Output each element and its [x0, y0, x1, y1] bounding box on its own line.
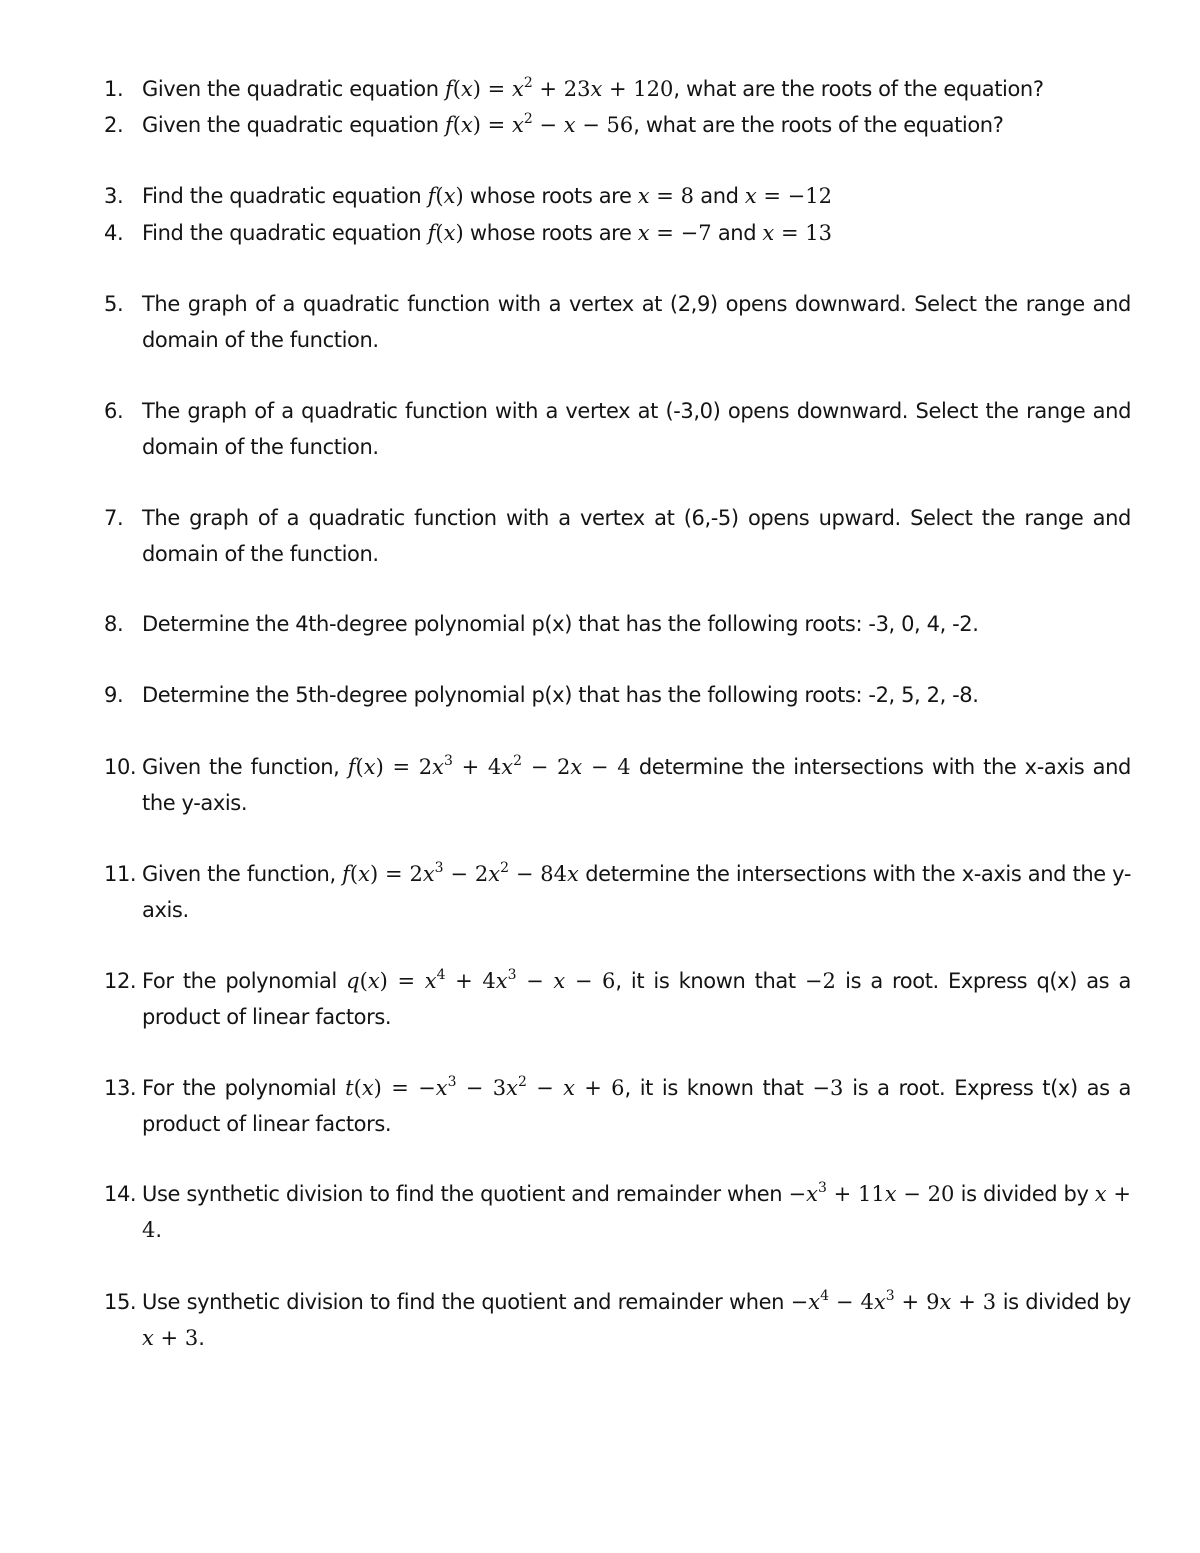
question-2 — [104, 107, 1131, 143]
question-text-segment: Find the quadratic equation — [142, 184, 428, 208]
question-6 — [104, 393, 1131, 465]
question-number: 1. — [104, 77, 124, 101]
question-text — [142, 1284, 1131, 1356]
question-text-segment: , it is known that — [615, 969, 805, 993]
question-text-segment: For the polynomial — [142, 1076, 346, 1100]
question-text-segment: Use synthetic division to find the quotient and remainder when — [142, 1182, 789, 1206]
question-number: 3. — [104, 184, 124, 208]
question-15 — [104, 1284, 1131, 1356]
math-expression: $-x^4 - 4x^3 + 9x + 3$ — [790, 1288, 997, 1314]
math-expression: −2 — [804, 969, 836, 993]
question-text-segment: and — [711, 221, 763, 245]
question-text — [142, 71, 1131, 107]
question-text — [142, 1070, 1131, 1142]
question-text-segment: , what are the roots of the equation? — [673, 77, 1044, 101]
question-text — [142, 963, 1131, 1035]
math-expression: $-x^3 + 11x - 20$ — [788, 1180, 955, 1206]
question-text-segment: . — [155, 1218, 162, 1242]
math-expression: $t(x) = -x^3 - 3x^2 - x + 6$ — [345, 1074, 625, 1100]
question-text-segment: is divided by — [996, 1290, 1131, 1314]
question-13 — [104, 1070, 1131, 1142]
math-expression: f(x) — [427, 221, 464, 245]
question-number: 12. — [104, 969, 137, 993]
question-text-segment: The graph of a quadratic function with a vertex at (2,9) opens downward. Select the range and domain of the function. — [142, 292, 1131, 352]
question-1 — [104, 71, 1131, 107]
question-text-segment: Find the quadratic equation — [142, 221, 428, 245]
math-expression: x = −12 — [744, 184, 832, 208]
question-text — [142, 677, 1131, 713]
question-3 — [104, 178, 1131, 214]
question-text — [142, 856, 1131, 928]
question-number: 14. — [104, 1182, 137, 1206]
question-text-segment: Determine the 5th-degree polynomial p(x) that has the following roots: -2, 5, 2, -8. — [142, 683, 979, 707]
question-number: 13. — [104, 1076, 137, 1100]
math-expression: x = 8 — [637, 184, 694, 208]
question-number: 7. — [104, 506, 124, 530]
question-text-segment: determine the intersections with the x-axis and the y-axis. — [142, 755, 1131, 815]
question-number: 5. — [104, 292, 124, 316]
question-text-segment: , it is known that — [624, 1076, 813, 1100]
question-text-segment: , what are the roots of the equation? — [633, 113, 1004, 137]
question-number: 11. — [104, 862, 137, 886]
math-expression: $f(x) = 2x^3 + 4x^2 - 2x - 4$ — [347, 753, 631, 779]
question-14 — [104, 1176, 1131, 1248]
question-text — [142, 107, 1131, 143]
question-text-segment: The graph of a quadratic function with a vertex at (-3,0) opens downward. Select the range and domain of the function. — [142, 399, 1131, 459]
question-12 — [104, 963, 1131, 1035]
question-text-segment: determine the intersections with the x-axis and the y-axis. — [142, 862, 1132, 922]
question-number: 15. — [104, 1290, 137, 1314]
question-text — [142, 393, 1131, 465]
question-10 — [104, 749, 1131, 821]
math-expression: x = −7 — [637, 221, 712, 245]
question-text-segment: is a root. Express t(x) as a product of linear factors. — [142, 1076, 1132, 1136]
math-expression: x + 4 — [142, 1182, 1131, 1242]
question-number: 9. — [104, 683, 124, 707]
question-text — [142, 500, 1131, 572]
question-text — [142, 1176, 1131, 1248]
question-number: 6. — [104, 399, 124, 423]
question-text-segment: and — [693, 184, 745, 208]
question-text-segment: is divided by — [954, 1182, 1095, 1206]
question-text — [142, 286, 1131, 358]
question-number: 10. — [104, 755, 137, 779]
question-8 — [104, 606, 1131, 642]
question-7 — [104, 500, 1131, 572]
question-text-segment: Given the function, — [142, 755, 348, 779]
question-5 — [104, 286, 1131, 358]
question-text-segment: The graph of a quadratic function with a vertex at (6,-5) opens upward. Select the range and domain of the function. — [142, 506, 1131, 566]
question-9 — [104, 677, 1131, 713]
question-text-segment: Given the quadratic equation — [142, 77, 445, 101]
question-text-segment: whose roots are — [463, 221, 638, 245]
question-number: 2. — [104, 113, 124, 137]
question-text-segment: Use synthetic division to find the quotient and remainder when — [142, 1290, 791, 1314]
question-text — [142, 749, 1131, 821]
question-text-segment: For the polynomial — [142, 969, 347, 993]
math-expression: $f(x) = x^2 - x - 56$ — [444, 111, 634, 137]
math-expression: x = 13 — [762, 221, 832, 245]
math-expression: f(x) — [427, 184, 464, 208]
question-text-segment: whose roots are — [463, 184, 638, 208]
question-text-segment: Given the function, — [142, 862, 343, 886]
question-4 — [104, 215, 1131, 251]
question-number: 4. — [104, 221, 124, 245]
math-expression: $f(x) = x^2 + 23x + 120$ — [444, 75, 674, 101]
math-expression: x + 3 — [142, 1326, 199, 1350]
question-11 — [104, 856, 1131, 928]
math-expression: $q(x) = x^4 + 4x^3 - x - 6$ — [346, 967, 616, 993]
question-text — [142, 606, 1131, 642]
question-number: 8. — [104, 612, 124, 636]
question-text-segment: is a root. Express q(x) as a product of linear factors. — [142, 969, 1131, 1029]
question-text-segment: . — [198, 1326, 205, 1350]
math-expression: −3 — [812, 1076, 844, 1100]
question-text-segment: Given the quadratic equation — [142, 113, 445, 137]
question-text — [142, 215, 1131, 251]
math-expression: $f(x) = 2x^3 - 2x^2 - 84x$ — [342, 860, 579, 886]
question-text — [142, 178, 1131, 214]
question-text-segment: Determine the 4th-degree polynomial p(x) that has the following roots: -3, 0, 4, -2. — [142, 612, 979, 636]
